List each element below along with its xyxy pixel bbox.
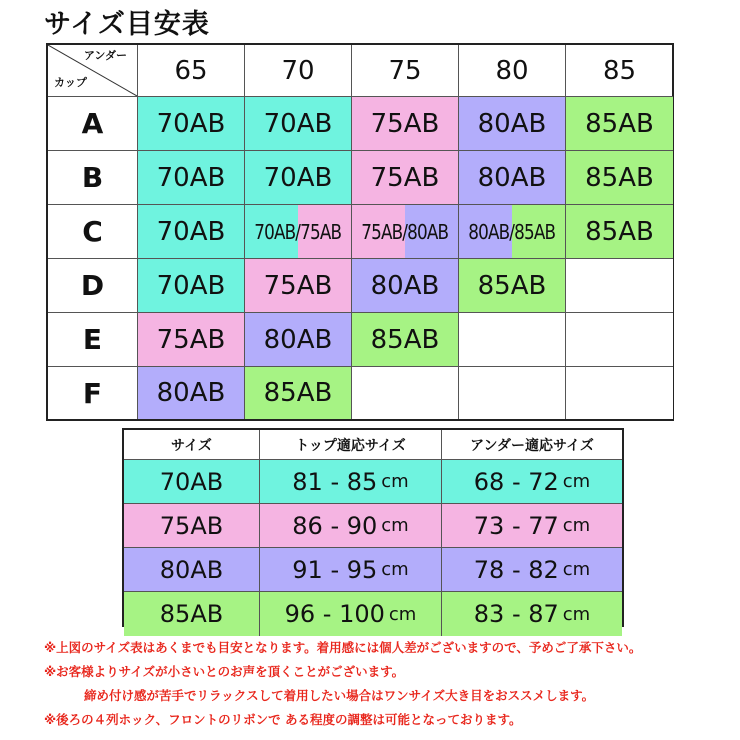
top-size-range-value: 86 - 90 (292, 511, 378, 540)
size-cell (459, 151, 566, 205)
size-name: 70AB (124, 460, 260, 503)
size-cell (566, 367, 673, 419)
size-cell-text: 70AB (156, 270, 226, 301)
size-grid (46, 43, 674, 421)
size-cell (138, 259, 245, 313)
page-title: サイズ目安表 (44, 9, 210, 40)
note-2: ※お客様よりサイズが小さいとのお声を頂くことがございます。 (44, 664, 405, 679)
grid-row-cup-e (48, 313, 673, 367)
size-name: 75AB (124, 504, 260, 547)
corner-cup-label: カップ (54, 76, 87, 89)
notes (44, 636, 734, 732)
under-size-header: 85 (566, 45, 673, 97)
size-name: 85AB (124, 592, 260, 636)
corner-under-label: アンダー (83, 49, 127, 62)
unit-label: cm (381, 515, 409, 536)
top-size-range-value: 91 - 95 (292, 555, 378, 584)
note-4: ※後ろの４列ホック、フロントのリボンで ある程度の調整は可能となっております。 (44, 712, 522, 727)
cup-label: B (48, 151, 138, 205)
cup-label: F (48, 367, 138, 419)
under-size-range (442, 504, 622, 547)
size-range-table (122, 428, 624, 627)
size-cell (138, 205, 245, 259)
size-table-header-cell: アンダー適応サイズ (470, 437, 594, 454)
size-cell-text: 80AB/85AB (468, 219, 556, 244)
size-table-header (124, 430, 622, 460)
grid-row-cup-f (48, 367, 673, 419)
size-cell-text: 70AB (156, 108, 226, 139)
size-cell (352, 259, 459, 313)
size-cell (459, 367, 566, 419)
size-cell (459, 205, 566, 259)
size-cell (459, 313, 566, 367)
size-cell-text: 80AB (477, 162, 547, 193)
size-cell (352, 313, 459, 367)
size-cell-text: 80AB (370, 270, 440, 301)
cup-label: C (48, 205, 138, 259)
under-size-range-value: 83 - 87 (473, 600, 559, 628)
under-size-header: 65 (138, 45, 245, 97)
size-cell (566, 151, 673, 205)
top-size-range (260, 592, 442, 636)
size-cell (566, 97, 673, 151)
size-table-row (124, 592, 622, 636)
under-size-range (442, 592, 622, 636)
size-cell-text: 85AB (263, 378, 333, 408)
size-cell (138, 367, 245, 419)
size-cell-text: 75AB (263, 270, 333, 301)
size-cell-text: 85AB (585, 216, 654, 247)
size-cell-text: 75AB (156, 324, 226, 355)
size-cell-text: 70AB (263, 162, 333, 193)
size-cell-text: 70AB (156, 216, 226, 247)
grid-row-cup-b (48, 151, 673, 205)
size-cell-text: 80AB (156, 378, 226, 408)
size-cell (245, 259, 352, 313)
note-1: ※上図のサイズ表はあくまでも目安となります。着用感には個人差がございますので、予めご了承下さい。 (44, 640, 642, 655)
size-cell-text: 85AB (370, 324, 440, 355)
size-cell-text: 75AB/80AB (361, 219, 449, 244)
size-cell (459, 97, 566, 151)
under-size-range (442, 460, 622, 503)
size-cell (566, 313, 673, 367)
size-cell-text: 85AB (477, 270, 547, 301)
cup-label: A (48, 97, 138, 151)
unit-label: cm (562, 471, 591, 492)
size-cell-text: 75AB (370, 162, 440, 193)
unit-label: cm (562, 559, 591, 580)
size-cell-text: 85AB (585, 108, 654, 139)
size-cell-text: 70AB (156, 162, 226, 193)
under-size-range (442, 548, 622, 591)
top-size-range-value: 96 - 100 (284, 600, 385, 628)
grid-row-cup-d (48, 259, 673, 313)
size-cell (245, 151, 352, 205)
note-3: 締め付け感が苦手でリラックスして着用したい場合はワンサイズ大き目をおススメします。 (84, 688, 595, 703)
unit-label: cm (562, 515, 591, 536)
size-table-header-cell: トップ適応サイズ (260, 430, 442, 459)
size-table-row (124, 460, 622, 504)
size-cell (138, 313, 245, 367)
under-size-range-value: 78 - 82 (473, 555, 559, 584)
cup-label: E (48, 313, 138, 367)
top-size-range (260, 460, 442, 503)
size-cell (245, 313, 352, 367)
size-table-row (124, 548, 622, 592)
size-cell (352, 151, 459, 205)
size-cell (138, 97, 245, 151)
size-cell (566, 205, 673, 259)
size-cell (566, 259, 673, 313)
top-size-range (260, 504, 442, 547)
under-size-header: 80 (459, 45, 566, 97)
size-cell (138, 151, 245, 205)
size-cell-text: 80AB (477, 108, 547, 139)
grid-corner (48, 45, 138, 97)
size-cell (245, 205, 352, 259)
under-size-range-value: 73 - 77 (473, 511, 559, 540)
under-size-header: 70 (245, 45, 352, 97)
size-cell-text: 75AB (370, 108, 440, 139)
size-cell (352, 367, 459, 419)
size-name: 80AB (124, 548, 260, 591)
size-cell-text: 70AB (263, 108, 333, 139)
size-cell (245, 367, 352, 419)
size-cell (352, 97, 459, 151)
cup-label: D (48, 259, 138, 313)
grid-row-cup-c (48, 205, 673, 259)
unit-label: cm (381, 471, 409, 492)
size-table-header-cell: サイズ (124, 430, 260, 459)
unit-label: cm (562, 603, 591, 625)
size-table-row (124, 504, 622, 548)
under-size-header: 75 (352, 45, 459, 97)
size-cell-text: 80AB (263, 324, 333, 355)
size-cell-text: 85AB (585, 162, 654, 193)
top-size-range-value: 81 - 85 (292, 467, 378, 496)
under-size-range-value: 68 - 72 (473, 467, 559, 496)
top-size-range (260, 548, 442, 591)
size-cell-text: 70AB/75AB (254, 219, 342, 244)
size-cell (459, 259, 566, 313)
unit-label: cm (381, 559, 409, 580)
grid-header-row (48, 45, 673, 97)
size-cell (352, 205, 459, 259)
size-cell (245, 97, 352, 151)
unit-label: cm (388, 603, 417, 625)
grid-row-cup-a (48, 97, 673, 151)
